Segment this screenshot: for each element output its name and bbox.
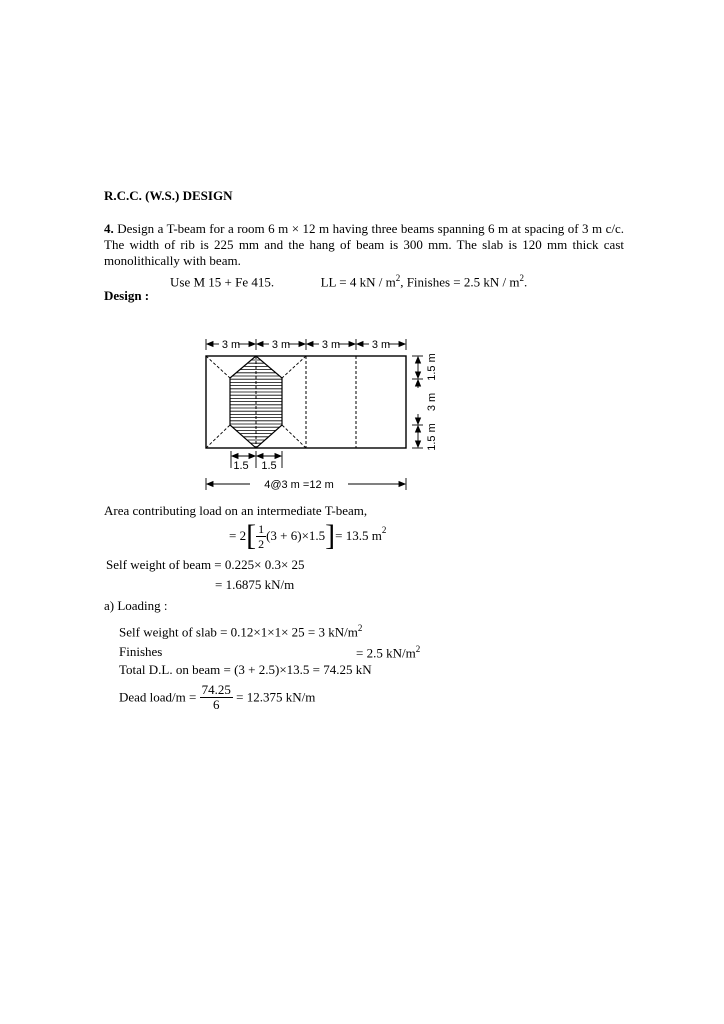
loading-label: a) Loading : xyxy=(104,598,168,613)
slab-weight: Self weight of slab = 0.12×1×1× 25 = 3 $kN/m^2$ xyxy=(119,623,363,640)
problem-text: Design a T-beam for a room 6 m × 12 m having three beams spanning 6 m at spacing of 3 m c/c. The width of rib is 225 mm and the hang of beam is 300 mm. The slab is 120 mm thick cast monolithically with beam. xyxy=(104,221,625,268)
finishes-label: Finishes xyxy=(119,644,163,659)
material-line: Use M 15 + Fe 415. LL = 4 kN / $m^2$, Finishes = 2.5 kN / $m^2$. xyxy=(170,273,528,290)
bottom-small-dim-1: 1.5 xyxy=(233,460,249,472)
right-dim-3: 1.5 m xyxy=(426,423,438,451)
problem-number: 4. xyxy=(104,221,114,236)
design-label: Design : xyxy=(104,288,150,303)
ll-line: LL = 4 kN / m xyxy=(320,274,396,290)
use-line: Use M 15 + Fe 415. xyxy=(170,274,275,290)
dead-load-per-m: Dead load/m = $\frac{74.25}{6}$ = 12.375 kN/m xyxy=(119,682,316,712)
self-weight-beam: Self weight of beam = 0.225× 0.3× 25 xyxy=(106,557,305,572)
bottom-total-dim: 4@3 m =12 m xyxy=(264,479,334,491)
area-intro: Area contributing load on an intermediate T-beam, xyxy=(104,503,368,518)
top-dim-2: 3 m xyxy=(271,339,291,351)
finishes-line: , Finishes = 2.5 kN / m xyxy=(400,274,520,290)
right-dim-1: 1.5 m xyxy=(426,353,438,381)
top-dim-3: 3 m xyxy=(321,339,341,351)
top-dim-1: 3 m xyxy=(221,339,241,351)
finishes-value: = 2.5 $kN/m^2$ xyxy=(356,644,421,661)
problem-statement xyxy=(104,221,624,269)
beam-layout-diagram xyxy=(195,333,455,493)
right-dimensions xyxy=(412,356,423,448)
area-equation: = 2[ $\frac{1}{2}$ (3 + 6)×1.5]= 13.5 $m^2$ xyxy=(229,519,387,552)
total-dead-load: Total D.L. on beam = (3 + 2.5)×13.5 = 74.25 kN xyxy=(119,662,372,677)
section-heading: R.C.C. (W.S.) DESIGN xyxy=(104,188,233,203)
bottom-small-dim-2: 1.5 xyxy=(261,460,277,472)
right-dim-2: 3 m xyxy=(426,392,438,412)
self-weight-result: = 1.6875 kN/m xyxy=(215,577,295,592)
top-dim-4: 3 m xyxy=(371,339,391,351)
